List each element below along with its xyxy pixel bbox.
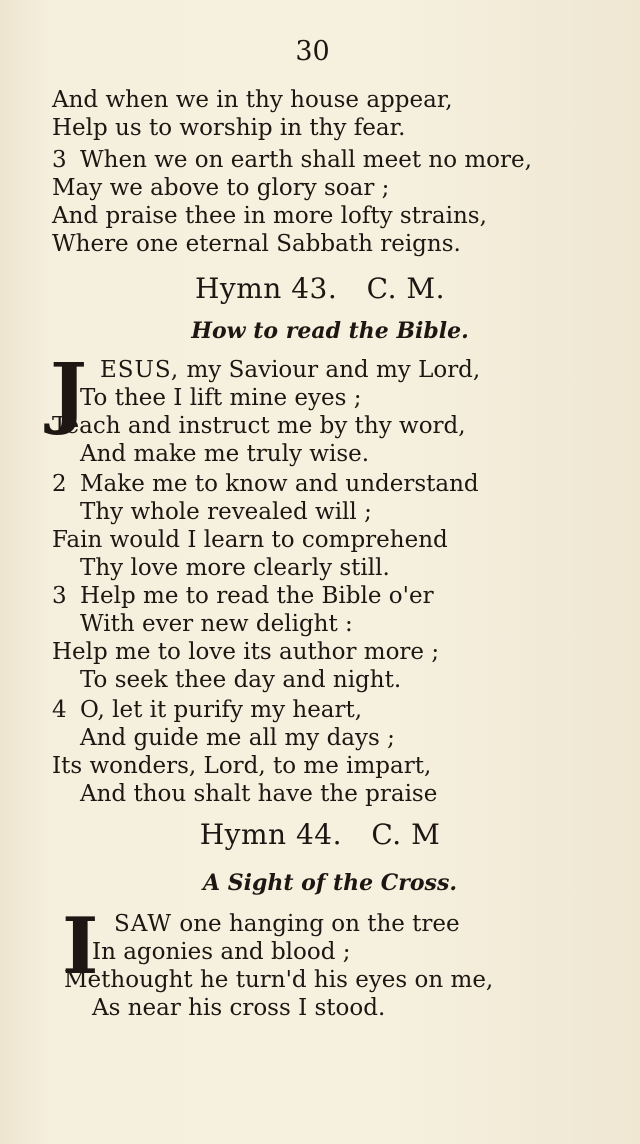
hymn-43-verse-2 — [0, 470, 640, 582]
verse-line — [0, 470, 640, 498]
verse-line — [0, 86, 640, 114]
hymn-44-meter: C. M — [371, 818, 441, 851]
verse-line — [0, 412, 640, 440]
verse-line — [0, 994, 640, 1022]
hymn-43-title — [0, 272, 640, 305]
verse-text: In agonies and blood ; — [92, 939, 351, 965]
hymn-44-first-line-rest: one hanging on the tree — [172, 911, 460, 937]
hymn-43-number: Hymn 43. — [195, 272, 338, 305]
verse-text: And guide me all my days ; — [80, 725, 395, 751]
verse-line — [0, 440, 640, 468]
verse-text: As near his cross I stood. — [92, 995, 386, 1021]
verse-line — [0, 610, 640, 638]
verse-line — [0, 780, 640, 808]
hymn-43-dropcap: J — [50, 347, 87, 438]
verse-line — [0, 114, 640, 142]
verse-line — [0, 752, 640, 780]
verse-text: Fain would I learn to comprehend — [52, 527, 448, 553]
verse-text: Help us to worship in thy fear. — [52, 115, 406, 141]
verse-line — [0, 666, 640, 694]
hymn-43-first-word: ESUS, — [100, 357, 180, 383]
verse-line — [0, 582, 640, 610]
verse-line — [0, 554, 640, 582]
hymn-44-dropcap: I — [62, 901, 99, 992]
verse-line — [0, 230, 640, 258]
verse-text: Its wonders, Lord, to me impart, — [52, 753, 432, 779]
page-number: 30 — [295, 36, 330, 67]
verse-line — [0, 202, 640, 230]
hymn-44-title — [0, 818, 640, 851]
verse-text: And make me truly wise. — [80, 441, 370, 467]
verse-number: 2 — [52, 471, 67, 497]
verse-text: With ever new delight : — [80, 611, 353, 637]
verse-text: Help me to read the Bible o'er — [80, 583, 434, 609]
hymn-43-verse-3 — [0, 582, 640, 694]
verse-text: Where one eternal Sabbath reigns. — [52, 231, 461, 257]
hymn-43-subtitle: How to read the Bible. — [191, 318, 469, 344]
verse-text: Methought he turn'd his eyes on me, — [64, 967, 494, 993]
verse-text: And thou shalt have the praise — [80, 781, 438, 807]
verse-text: To thee I lift mine eyes ; — [80, 385, 362, 411]
verse-line — [0, 146, 640, 174]
verse-line — [0, 498, 640, 526]
verse-text: Make me to know and understand — [80, 471, 479, 497]
verse-number: 4 — [52, 697, 67, 723]
verse-text: Help me to love its author more ; — [52, 639, 440, 665]
hymn-44-verse-1 — [0, 901, 640, 1022]
verse-line — [0, 384, 640, 412]
intro-lines — [0, 86, 640, 142]
verse-text: And when we in thy house appear, — [52, 87, 453, 113]
verse-line — [0, 696, 640, 724]
verse-text: O, let it purify my heart, — [80, 697, 363, 723]
verse-3 — [0, 146, 640, 258]
verse-line — [0, 526, 640, 554]
hymn-43-verse-4 — [0, 696, 640, 808]
hymn-44-first-word: SAW — [114, 911, 173, 937]
hymn-43-verse-1 — [0, 347, 640, 468]
verse-text: When we on earth shall meet no more, — [80, 147, 532, 173]
verse-text: Teach and instruct me by thy word, — [52, 413, 466, 439]
verse-number: 3 — [52, 583, 67, 609]
verse-text: Thy love more clearly still. — [80, 555, 390, 581]
hymn-44-number: Hymn 44. — [199, 818, 342, 851]
hymn-43-v1-rest — [0, 384, 640, 468]
verse-line — [0, 174, 640, 202]
hymn-44-subtitle: A Sight of the Cross. — [203, 870, 457, 896]
verse-text: Thy whole revealed will ; — [80, 499, 372, 525]
verse-text: To seek thee day and night. — [80, 667, 402, 693]
hymn-43-meter: C. M. — [366, 272, 445, 305]
hymn-43-first-line — [0, 356, 640, 384]
verse-line — [0, 724, 640, 752]
hymn-43-first-line-rest: my Saviour and my Lord, — [179, 357, 481, 383]
verse-line — [0, 638, 640, 666]
verse-text: May we above to glory soar ; — [52, 175, 390, 201]
verse-text: And praise thee in more lofty strains, — [52, 203, 487, 229]
verse-number: 3 — [52, 147, 67, 173]
